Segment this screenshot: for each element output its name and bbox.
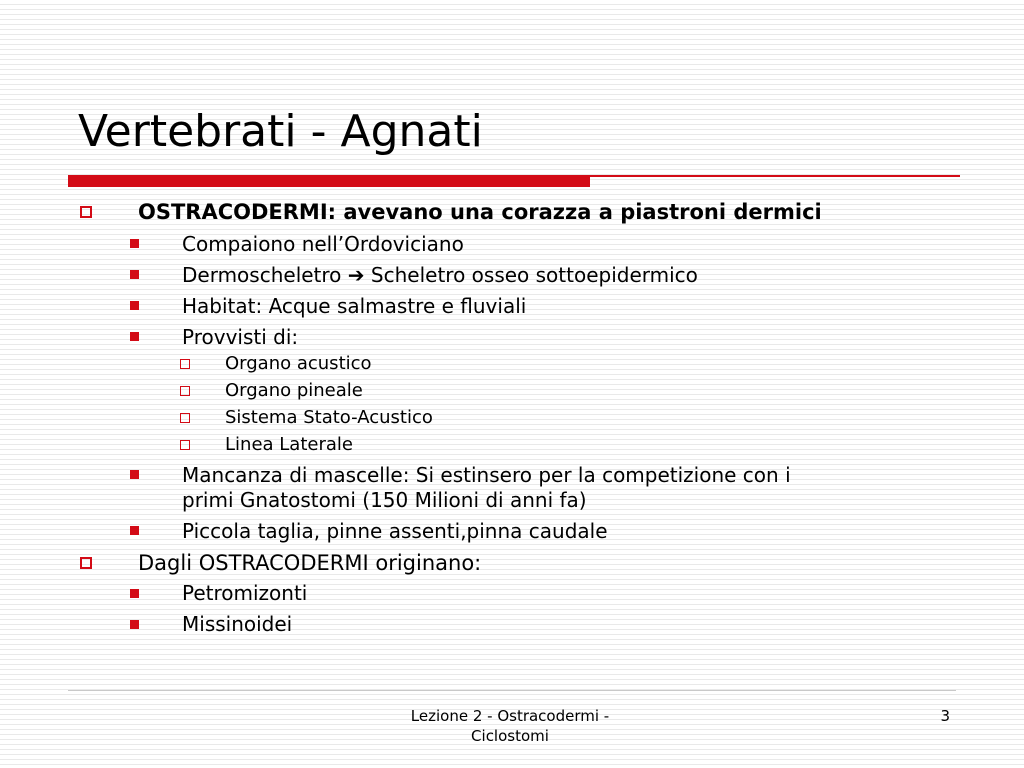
bullet-petromizonti: Petromizonti bbox=[182, 581, 308, 605]
bullet-mancanza-line2: primi Gnatostomi (150 Milioni di anni fa) bbox=[182, 488, 587, 512]
hollow-square-bullet-icon bbox=[80, 557, 92, 569]
bullet-missinoidei: Missinoidei bbox=[182, 612, 293, 636]
hollow-square-bullet-icon bbox=[180, 413, 190, 423]
hollow-square-bullet-icon bbox=[80, 206, 92, 218]
bullet-dagli-ostracodermi: Dagli OSTRACODERMI originano: bbox=[138, 551, 482, 575]
footer-title bbox=[380, 706, 640, 746]
bullet-organo-pineale: Organo pineale bbox=[225, 380, 363, 401]
bullet-piccola-taglia: Piccola taglia, pinne assenti,pinna caudale bbox=[182, 519, 608, 543]
footer-divider bbox=[68, 690, 956, 691]
dermoscheletro-text: Dermoscheletro bbox=[182, 263, 342, 287]
hollow-square-bullet-icon bbox=[180, 386, 190, 396]
filled-square-bullet-icon bbox=[130, 301, 139, 310]
hollow-square-bullet-icon bbox=[180, 440, 190, 450]
bullet-ostracodermi: OSTRACODERMI: avevano una corazza a piastroni dermici bbox=[138, 200, 822, 224]
filled-square-bullet-icon bbox=[130, 470, 139, 479]
bullet-dermoscheletro bbox=[182, 263, 698, 287]
filled-square-bullet-icon bbox=[130, 589, 139, 598]
bullet-provvisti: Provvisti di: bbox=[182, 325, 299, 349]
bullet-organo-acustico: Organo acustico bbox=[225, 353, 372, 374]
filled-square-bullet-icon bbox=[130, 620, 139, 629]
page-number: 3 bbox=[940, 707, 950, 725]
filled-square-bullet-icon bbox=[130, 270, 139, 279]
bullet-ordoviciano: Compaiono nell’Ordoviciano bbox=[182, 232, 464, 256]
bullet-sistema-stato-acustico: Sistema Stato-Acustico bbox=[225, 407, 433, 428]
bullet-habitat: Habitat: Acque salmastre e fluviali bbox=[182, 294, 527, 318]
filled-square-bullet-icon bbox=[130, 239, 139, 248]
filled-square-bullet-icon bbox=[130, 526, 139, 535]
bullet-linea-laterale: Linea Laterale bbox=[225, 434, 353, 455]
footer-line-1: Lezione 2 - Ostracodermi - bbox=[410, 707, 610, 725]
scheletro-text: Scheletro osseo sottoepidermico bbox=[370, 263, 698, 287]
hollow-square-bullet-icon bbox=[180, 359, 190, 369]
footer-line-2: Ciclostomi bbox=[471, 727, 549, 745]
right-arrow-icon: ➔ bbox=[347, 263, 365, 287]
filled-square-bullet-icon bbox=[130, 332, 139, 341]
bullet-mancanza-line1: Mancanza di mascelle: Si estinsero per la competizione con i bbox=[182, 463, 791, 487]
slide-title: Vertebrati - Agnati bbox=[78, 106, 483, 157]
